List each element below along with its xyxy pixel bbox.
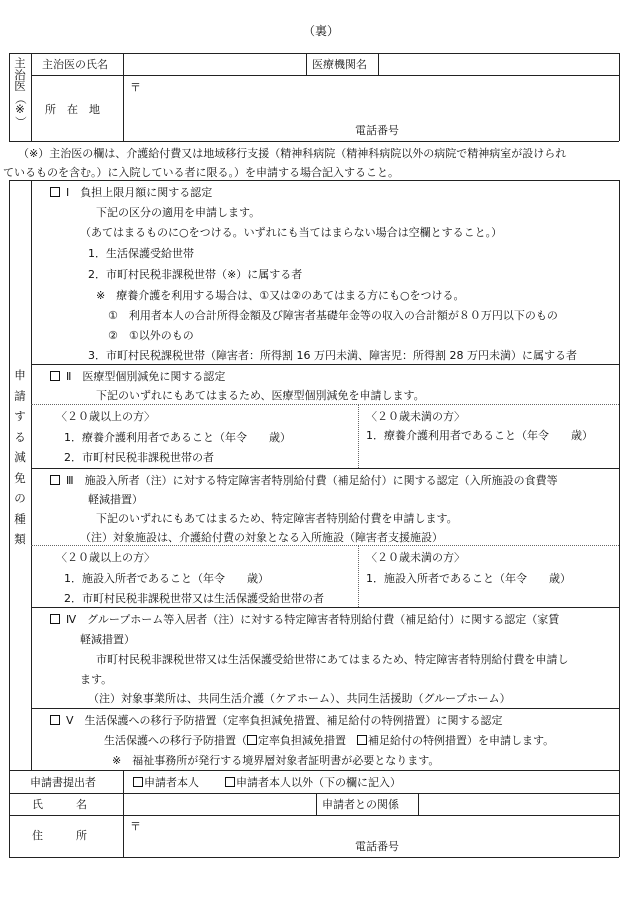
relation-label: 申請者との関係 (322, 798, 399, 811)
section2-checkbox[interactable] (50, 371, 60, 381)
section2-left-item2[interactable]: 2．市町村民税非課税世帯の者 (64, 451, 214, 464)
section1-line1: 下記の区分の適用を申請します。 (96, 206, 261, 219)
section3-checkbox[interactable] (50, 475, 60, 485)
doctor-name-field[interactable] (126, 56, 304, 73)
section5-line1: 生活保護への移行予防措置（ 定率負担減免措置 補足給付の特例措置）を申請します。 (104, 734, 555, 747)
doctor-note-line1: （※）主治医の欄は、介護給付費又は地域移行支援（精神科病院（精神科病院以外の病院で精神病室が設けられ (18, 147, 567, 160)
section3-right-head: 〈２０歳未満の方〉 (366, 551, 465, 564)
section1-item3[interactable]: 3．市町村民税課税世帯（障害者：所得割 16 万円未満、障害児：所得割 28 万円未満）に属する者 (88, 349, 577, 362)
reduction-side-label: 申 請 す る 減 免 の 種 類 (14, 368, 26, 546)
section4-title2: 軽減措置） (80, 633, 135, 646)
section1-item1[interactable]: 1．生活保護受給世帯 (88, 247, 194, 260)
institution-label: 医療機関名 (312, 58, 367, 71)
section2-right-head: 〈２０歳未満の方〉 (366, 410, 465, 423)
section2-line1: 下記のいずれにもあてはまるため、医療型個別減免を申請します。 (96, 389, 425, 402)
doctor-side-label: 主 治 医 （ ※ ） (13, 56, 28, 127)
doctor-address-label: 所 在 地 (45, 103, 100, 116)
section1-item2-note: ※ 療養介護を利用する場合は、①又は②のあてはまる方にも○をつける。 (96, 289, 465, 302)
section3-left-item1[interactable]: 1．施設入所者であること（年令 歳） (64, 572, 269, 585)
section3-right-item1[interactable]: 1．施設入所者であること（年令 歳） (366, 572, 571, 585)
section5-title: Ⅴ 生活保護への移行予防措置（定率負担減免措置、補足給付の特例措置）に関する認定 (50, 714, 503, 727)
section4-note: （注）対象事業所は、共同生活介護（ケアホーム）、共同生活援助（グループホーム） (88, 692, 511, 705)
applicant-address-label: 住 所 (32, 829, 87, 842)
applicant-phone-label: 電話番号 (355, 840, 399, 853)
submitter-self-checkbox[interactable] (133, 777, 143, 787)
section5-note: ※ 福祉事務所が発行する境界層対象者証明書が必要となります。 (112, 754, 440, 767)
fixed-rate-reduction-checkbox[interactable] (247, 735, 257, 745)
doctor-name-label: 主治医の氏名 (42, 58, 108, 71)
section1-item2-a[interactable]: ① 利用者本人の合計所得金額及び障害者基礎年金等の収入の合計額が８０万円以下のもの (108, 309, 558, 322)
doctor-phone-label: 電話番号 (355, 124, 399, 137)
section4-checkbox[interactable] (50, 614, 60, 624)
section3-note: （注）対象施設は、介護給付費の対象となる入所施設（障害者支援施設） (80, 531, 443, 544)
submitter-other-option[interactable]: 申請者本人以外（下の欄に記入） (225, 776, 401, 789)
submitter-self-option[interactable]: 申請者本人 (133, 776, 199, 789)
section1-item2-b[interactable]: ② ①以外のもの (108, 329, 194, 342)
section1-line2: （あてはまるものに○をつける。いずれにも当てはまらない場合は空欄とすること。） (80, 226, 503, 239)
section4-title: Ⅳ グループホーム等入居者（注）に対する特定障害者特別給付費（補足給付）に関する認定（家賃 (50, 613, 559, 626)
doctor-note-line2: ているものを含む。）に入院している者に限る。）を申請する場合記入すること。 (3, 166, 399, 179)
relation-field[interactable] (421, 796, 616, 813)
doctor-postal-mark: 〒 (130, 81, 141, 94)
submitter-other-checkbox[interactable] (225, 777, 235, 787)
section4-line1: 市町村民税非課税世帯又は生活保護受給世帯にあてはまるため、特定障害者特別給付費を申請し (96, 653, 569, 666)
section1-checkbox[interactable] (50, 187, 60, 197)
page-side-label: （裏） (303, 24, 340, 38)
section3-line1: 下記のいずれにもあてはまるため、特定障害者特別給付費を申請します。 (96, 512, 458, 525)
section4-line2: ます。 (80, 673, 113, 686)
section3-title2: 軽減措置） (88, 493, 143, 506)
applicant-name-label: 氏 名 (32, 798, 87, 811)
section1-item2[interactable]: 2．市町村民税非課税世帯（※）に属する者 (88, 268, 303, 281)
section5-checkbox[interactable] (50, 715, 60, 725)
section2-title: Ⅱ 医療型個別減免に関する認定 (50, 370, 225, 383)
applicant-name-field[interactable] (126, 796, 314, 813)
section3-title: Ⅲ 施設入所者（注）に対する特定障害者特別給付費（補足給付）に関する認定（入所施設の食費等 (50, 474, 558, 487)
doctor-address-field[interactable] (126, 80, 616, 120)
section3-left-item2[interactable]: 2．市町村民税非課税世帯又は生活保護受給世帯の者 (64, 592, 324, 605)
applicant-address-field[interactable] (126, 818, 616, 838)
submitter-label: 申請書提出者 (30, 776, 96, 789)
section2-left-item1[interactable]: 1．療養介護利用者であること（年令 歳） (64, 431, 291, 444)
section1-title: Ⅰ 負担上限月額に関する認定 (50, 186, 212, 199)
section2-right-item1[interactable]: 1．療養介護利用者であること（年令 歳） (366, 429, 593, 442)
section2-left-head: 〈２０歳以上の方〉 (56, 410, 155, 423)
institution-field[interactable] (381, 56, 616, 73)
section3-left-head: 〈２０歳以上の方〉 (56, 551, 155, 564)
supplement-special-checkbox[interactable] (357, 735, 367, 745)
applicant-postal-mark: 〒 (130, 820, 141, 833)
